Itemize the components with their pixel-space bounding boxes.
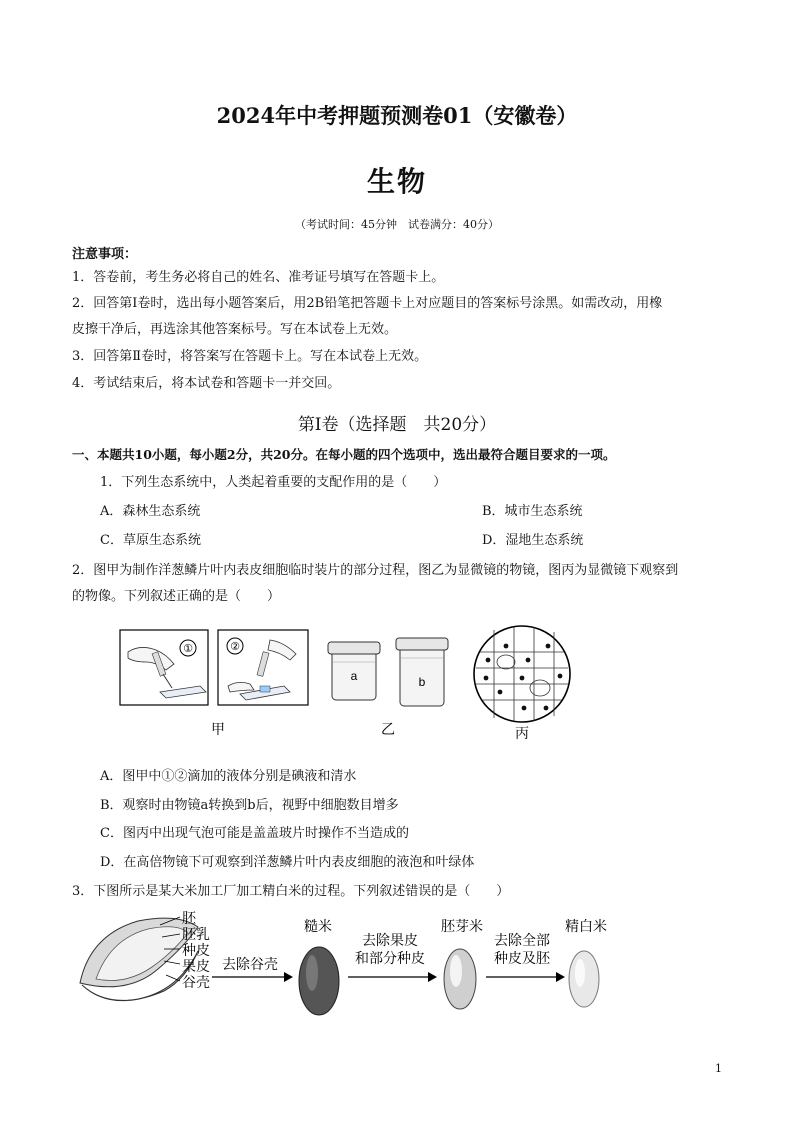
arrow2-head [428,972,437,982]
notice-heading: 注意事项： [72,247,138,262]
arrow1-label: 去除谷壳 [222,956,278,972]
notice-item-1: 1．答卷前，考生务必将自己的姓名、准考证号填写在答题卡上。 [72,270,445,285]
seed-part-embryo: 胚 [182,910,196,926]
seed-part-endosperm: 胚乳 [182,926,210,942]
q2-stem-line1: 2．图甲为制作洋葱鳞片叶内表皮细胞临时装片的部分过程，图乙为显微镜的物镜，图丙为显微镜下观察到 [72,563,679,578]
q2-option-a: A．图甲中①②滴加的液体分别是碘液和清水 [100,769,357,784]
subject-title: 生物 [366,165,427,198]
step2-number: ② [230,641,240,653]
figure-label-yi: 乙 [381,721,395,737]
exam-time-info: （考试时间：45分钟 试卷满分：40分） [295,218,499,231]
arrow3-head [556,972,565,982]
q2-option-d: D．在高倍物镜下可观察到洋葱鳞片叶内表皮细胞的液泡和叶绿体 [100,855,475,870]
rice-seed-diagram [80,918,198,1001]
objective-lens-b [396,638,448,706]
arrow2-label-line2: 和部分种皮 [355,950,425,966]
microscope-field-view [474,626,570,722]
stage-germ-rice: 胚芽米 [441,918,483,934]
arrow2-label-line1: 去除果皮 [362,932,418,948]
q1-stem: 1．下列生态系统中，人类起着重要的支配作用的是（ ） [100,475,447,490]
lens-a-label: a [350,669,358,683]
q3-stem: 3．下图所示是某大米加工厂加工精白米的过程。下列叙述错误的是（ ） [72,884,510,899]
q2-option-b: B．观察时由物镜a转换到b后，视野中细胞数目增多 [100,798,399,813]
arrow1-head [284,972,293,982]
q1-option-b: B．城市生态系统 [482,504,583,519]
notice-item-2-cont: 皮擦干净后，再选涂其他答案标号。写在本试卷上无效。 [72,322,398,337]
figure-label-jia: 甲 [211,721,225,737]
q2-stem-line2: 的物像。下列叙述正确的是（ ） [72,589,281,604]
q2-option-c: C．图丙中出现气泡可能是盖盖玻片时操作不当造成的 [100,826,409,841]
q1-option-d: D．湿地生态系统 [482,533,584,548]
arrow3-label-line2: 种皮及胚 [494,950,550,966]
notice-item-4: 4．考试结束后，将本试卷和答题卡一并交回。 [72,376,341,391]
brown-rice-grain [299,947,339,1015]
stage-white-rice: 精白米 [565,918,607,934]
stage-brown-rice: 糙米 [304,918,332,934]
notice-item-2: 2．回答第Ⅰ卷时，选出每小题答案后，用2B铅笔把答题卡上对应题目的答案标号涂黑。如需改动，用橡 [72,296,663,311]
jia-step2-diagram [218,630,308,705]
section-title: 第Ⅰ卷（选择题 共20分） [297,415,497,435]
notice-item-3: 3．回答第Ⅱ卷时，将答案写在答题卡上。写在本试卷上无效。 [72,349,428,364]
q2-figure [110,622,590,752]
jia-step1-diagram [120,630,208,705]
figure-label-bing: 丙 [515,725,529,741]
objective-lens-a [328,642,380,700]
q3-figure [72,905,652,1025]
q1-option-c: C．草原生态系统 [100,533,201,548]
step1-number: ① [183,643,193,655]
seed-part-husk: 谷壳 [182,974,210,990]
section-instruction: 一、本题共10小题，每小题2分，共20分。在每小题的四个选项中，选出最符合题目要求的一项。 [72,447,616,462]
arrow3-label-line1: 去除全部 [494,932,550,948]
page-title: 2024年中考押题预测卷01（安徽卷） [216,103,578,128]
lens-b-label: b [418,675,426,689]
seed-part-pericarp: 果皮 [182,958,210,974]
q1-option-a: A．森林生态系统 [100,504,201,519]
page-number: 1 [715,1062,722,1075]
seed-part-seed-coat: 种皮 [182,942,210,958]
